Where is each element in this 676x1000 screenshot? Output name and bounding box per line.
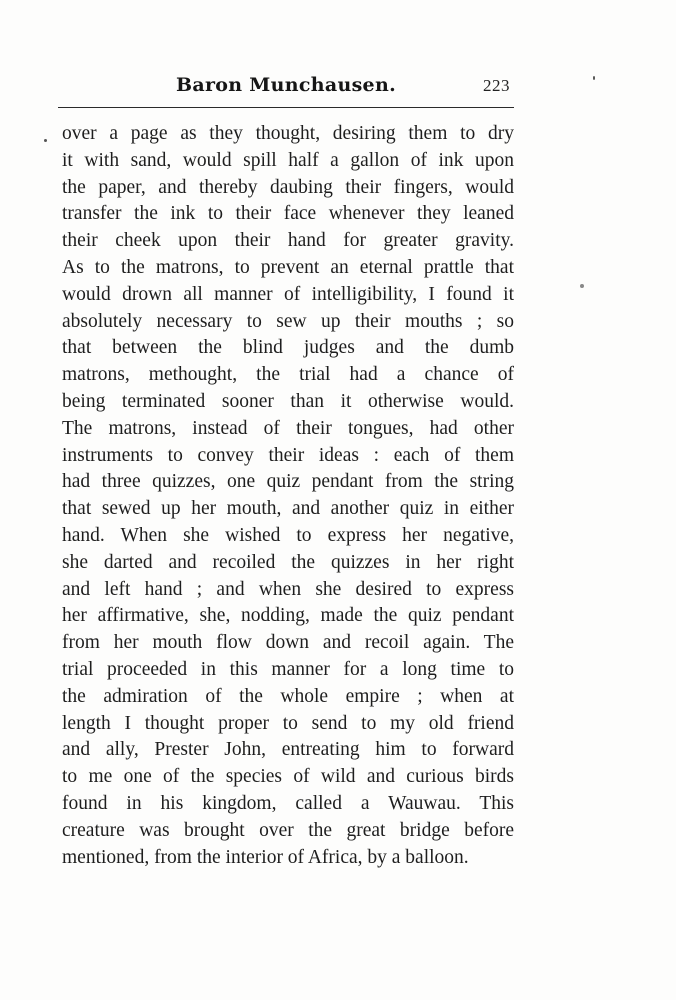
running-head bbox=[60, 74, 512, 106]
text-line: being terminated sooner than it otherwise would. bbox=[62, 390, 514, 412]
text-line: absolutely necessary to sew up their mouths ; so bbox=[62, 310, 514, 332]
margin-speck bbox=[580, 284, 584, 288]
text-line: As to the matrons, to prevent an eternal prattle that bbox=[62, 256, 514, 278]
text-line: matrons, methought, the trial had a chance of bbox=[62, 364, 514, 386]
text-line: instruments to convey their ideas : each of them bbox=[62, 444, 514, 466]
text-line: over a page as they thought, desiring them to dry bbox=[62, 123, 514, 144]
body-text bbox=[62, 121, 514, 871]
page-number: 223 bbox=[483, 76, 510, 95]
text-line: from her mouth flow down and recoil again. The bbox=[62, 632, 514, 654]
text-line: her affirmative, she, nodding, made the quiz pendant bbox=[62, 605, 514, 627]
margin-speck bbox=[44, 139, 47, 142]
text-line: and left hand ; and when she desired to express bbox=[62, 578, 514, 600]
text-line: and ally, Prester John, entreating him to forward bbox=[62, 739, 514, 761]
text-line: had three quizzes, one quiz pendant from the string bbox=[62, 471, 514, 493]
text-line: to me one of the species of wild and curious birds bbox=[62, 766, 514, 788]
text-line: their cheek upon their hand for greater gravity. bbox=[62, 230, 514, 252]
text-line: the admiration of the whole empire ; when at bbox=[62, 685, 514, 707]
header-rule bbox=[58, 107, 514, 108]
text-line: that sewed up her mouth, and another quiz in either bbox=[62, 498, 514, 520]
text-line: transfer the ink to their face whenever they leaned bbox=[62, 203, 514, 225]
margin-speck bbox=[593, 76, 595, 80]
text-line: creature was brought over the great bridge before bbox=[62, 819, 514, 841]
text-line: length I thought proper to send to my old friend bbox=[62, 712, 514, 734]
text-line: it with sand, would spill half a gallon of ink upon bbox=[62, 149, 514, 171]
text-line: the paper, and thereby daubing their fingers, would bbox=[62, 176, 514, 198]
text-line: that between the blind judges and the dumb bbox=[62, 337, 514, 359]
text-line: would drown all manner of intelligibility, I found it bbox=[62, 283, 514, 305]
text-line: trial proceeded in this manner for a long time to bbox=[62, 658, 514, 680]
text-line: mentioned, from the interior of Africa, by a balloon. bbox=[62, 846, 469, 868]
text-line: hand. When she wished to express her negative, bbox=[62, 524, 514, 546]
text-line: found in his kingdom, called a Wauwau. This bbox=[62, 792, 514, 814]
running-title: Baron Munchausen. bbox=[176, 74, 396, 96]
text-line: The matrons, instead of their tongues, had other bbox=[62, 417, 514, 439]
text-line: she darted and recoiled the quizzes in her right bbox=[62, 551, 514, 573]
